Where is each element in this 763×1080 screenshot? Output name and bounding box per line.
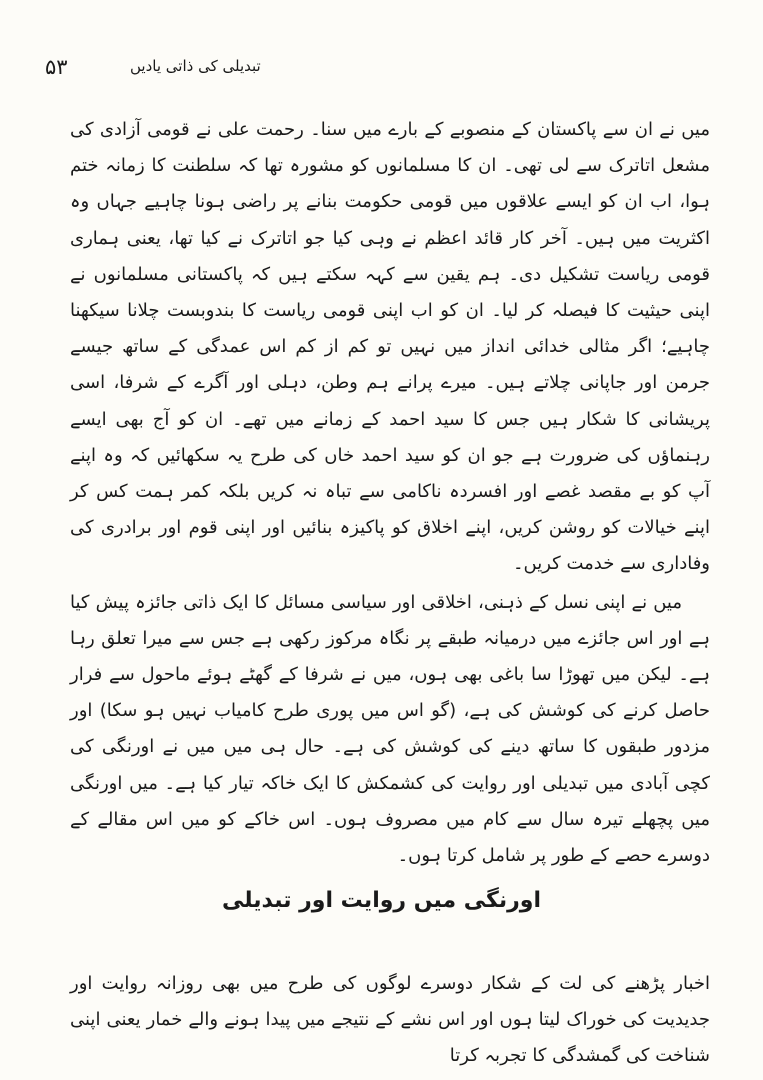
section-paragraph-1: اخبار پڑھنے کی لت کے شکار دوسرے لوگوں کی طرح میں بھی روزانہ روایت اور جدیدیت کی خوراک لیتا ہوں اور اس نشے کے نتیجے میں پیدا ہونے والے خمار یعنی اپنی شناخت کی گمشدگی کا تجربہ کرتا [70, 973, 710, 1066]
page-number: ۵۳ [45, 55, 68, 79]
page-header [0, 55, 763, 85]
paragraph-2: میں نے اپنی نسل کے ذہنی، اخلاقی اور سیاسی مسائل کا ایک ذاتی جائزہ پیش کیا ہے اور اس جائزے میں درمیانہ طبقے پر نگاہ مرکوز رکھی ہے جس سے میرا تعلق رہا ہے۔ لیکن میں تھوڑا سا باغی بھی ہوں، میں نے شرفا کے گھٹے ہوئے ماحول سے فرار حاصل کرنے کی کوشش کی ہے، (گو اس میں پوری طرح کامیاب نہیں ہو سکا) اور مزدور طبقوں کا ساتھ دینے کی کوشش کی ہے۔ حال ہی میں میں نے اورنگی کی کچی آبادی میں تبدیلی اور روایت کی کشمکش کا ایک خاکہ تیار کیا ہے۔ میں اورنگی میں پچھلے تیرہ سال سے کام میں مصروف ہوں۔ اس خاکے کو میں اس مقالے کے دوسرے حصے کے طور پر شامل کرتا ہوں۔ [70, 591, 710, 867]
body-text [70, 112, 710, 874]
running-title: تبدیلی کی ذاتی یادیں [130, 57, 261, 75]
section-heading: اورنگی میں روایت اور تبدیلی [222, 888, 541, 913]
section-body-text [70, 966, 710, 1074]
paragraph-1: میں نے ان سے پاکستان کے منصوبے کے بارے میں سنا۔ رحمت علی نے قومی آزادی کی مشعل اتاترک سے لی تھی۔ ان کا مسلمانوں کو مشورہ تھا کہ سلطنت کا زمانہ ختم ہوا، اب ان کو ایسے علاقوں میں قومی حکومت بنانے پر راضی ہونا چاہیے جہاں وہ اکثریت میں ہیں۔ آخر کار قائد اعظم نے وہی کیا جو اتاترک نے کیا تھا، یعنی ہماری قومی ریاست تشکیل دی۔ ہم یقین سے کہہ سکتے ہیں کہ پاکستانی مسلمانوں نے اپنی حیثیت کا فیصلہ کر لیا۔ ان کو اب اپنی قومی ریاست کا بندوبست چلانا سیکھنا چاہیے؛ اگر مثالی خدائی انداز میں نہیں تو کم از کم اس عمدگی کے ساتھ جیسے جرمن اور جاپانی چلاتے ہیں۔ میرے پرانے ہم وطن، دہلی اور آگرے کے شرفا، اسی پریشانی کا شکار ہیں جس کا سید احمد کے زمانے میں تھے۔ ان کو آج بھی ایسے رہنماؤں کی ضرورت ہے جو ان کو سید احمد خاں کی طرح یہ سکھائیں کہ وہ اپنے آپ کو بے مقصد غصے اور افسردہ ناکامی سے تباہ نہ کریں بلکہ کمر ہمت کس کر اپنے خیالات کو روشن کریں، اپنے اخلاق کو پاکیزہ بنائیں اور اپنی قوم اور برادری کی وفاداری سے خدمت کریں۔ [70, 119, 710, 575]
